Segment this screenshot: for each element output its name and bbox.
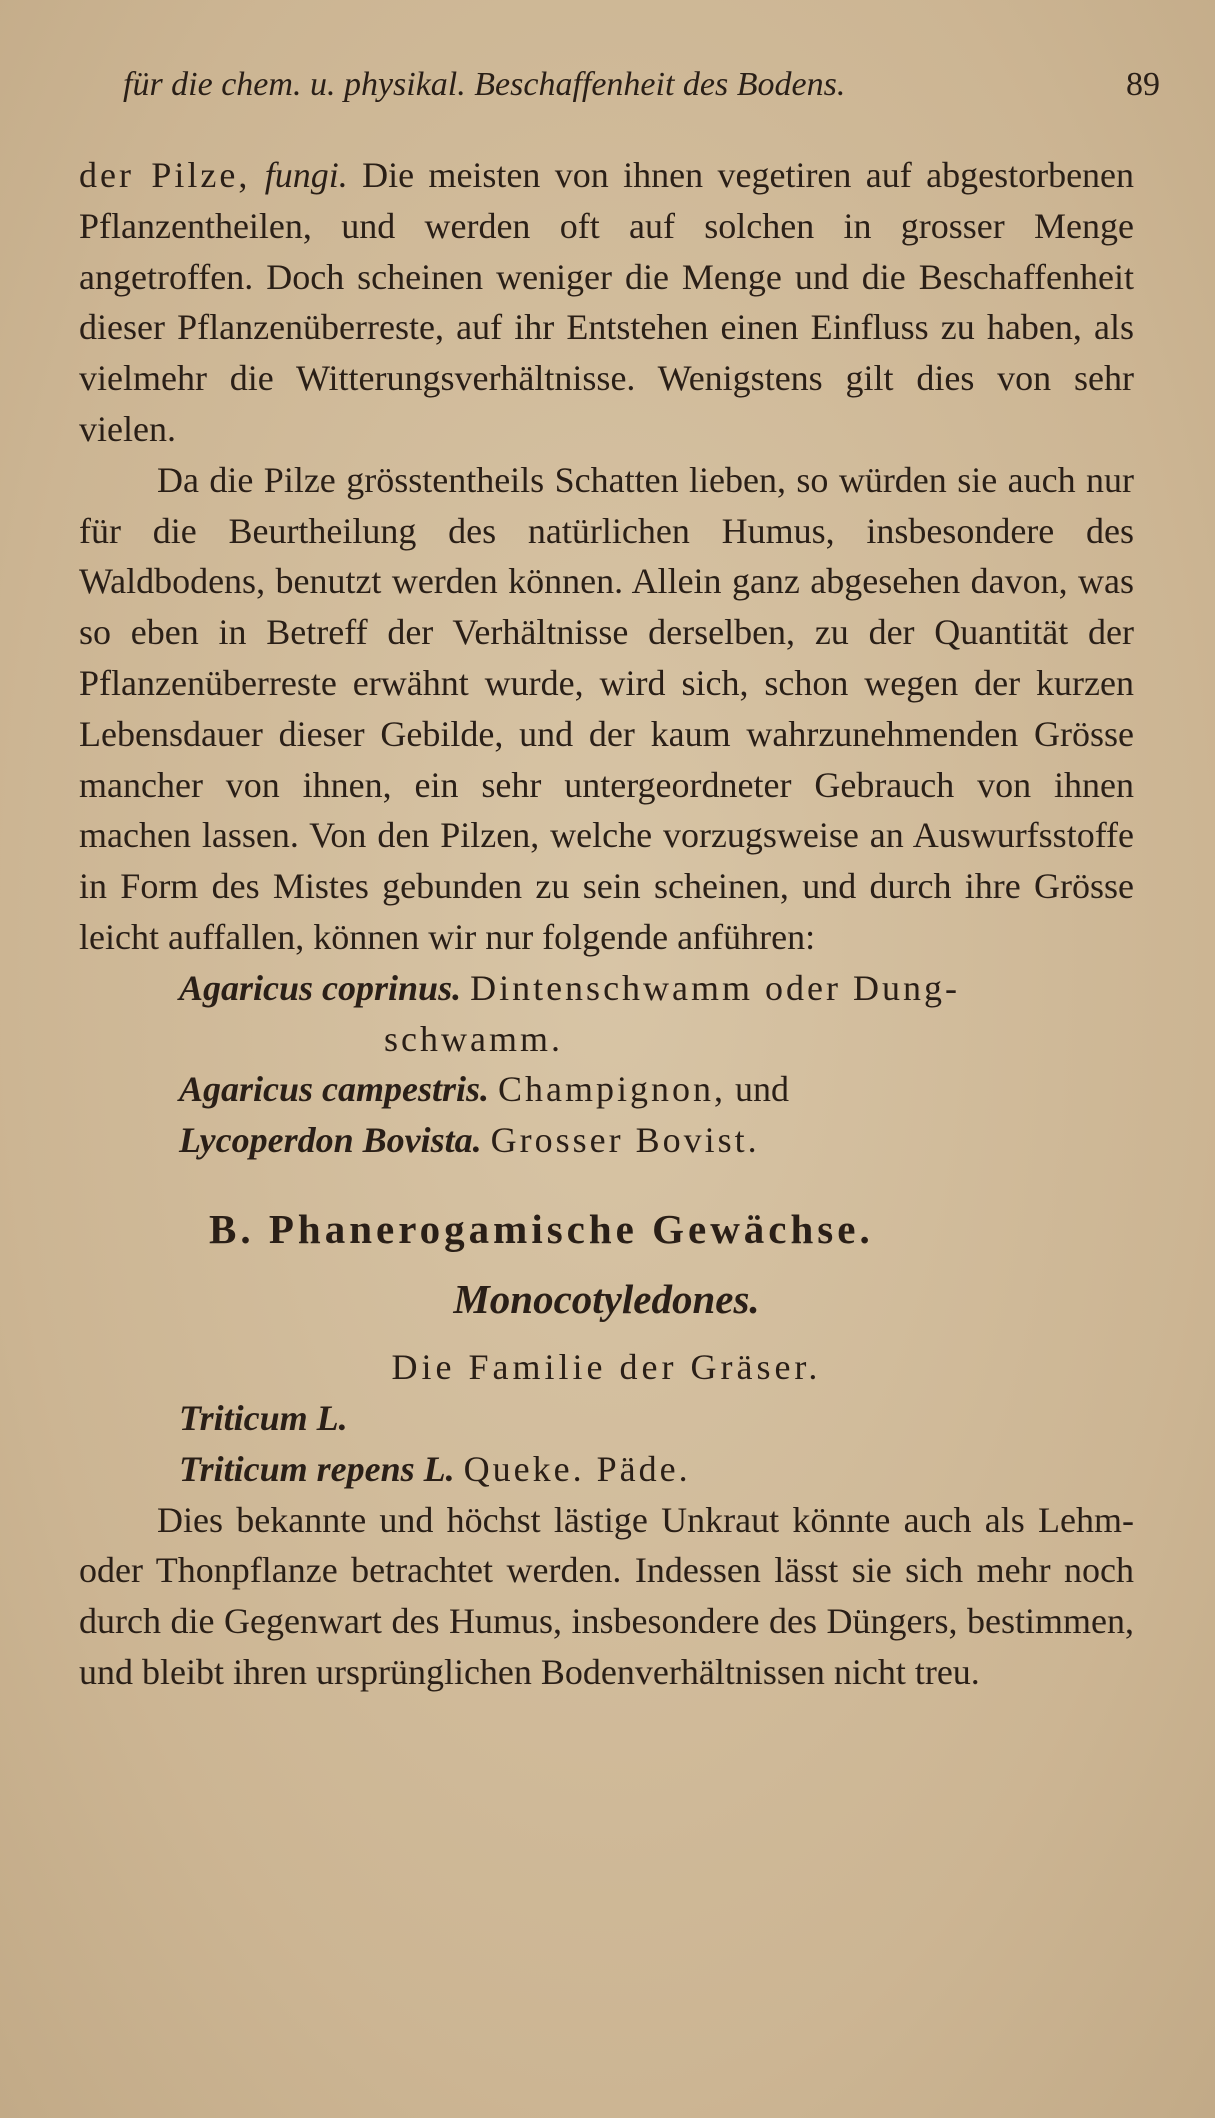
species-common-cont: schwamm.: [384, 1018, 563, 1059]
section-title: Phanerogamische Gewächse.: [268, 1205, 874, 1252]
species-entry: [179, 1115, 1134, 1166]
species-common: Dintenschwamm oder Dung-: [470, 967, 960, 1008]
section-heading: [209, 1201, 1134, 1257]
species-latin: Triticum repens L.: [179, 1448, 455, 1489]
species-tail: und: [735, 1069, 790, 1110]
latin-term: fungi.: [264, 155, 348, 195]
running-title: für die chem. u. physikal. Beschaffenheit des Bodens.: [123, 66, 846, 103]
species-common: Grosser Bovist.: [490, 1120, 760, 1161]
genus-latin: Triticum L.: [179, 1397, 348, 1438]
species-entry: [179, 1444, 1134, 1495]
paragraph-fungi-shade: Da die Pilze grösstentheils Schatten lieben, so würden sie auch nur für die Beurtheilung des natürlichen Humus, insbesondere des Waldbodens, benutzt werden können. Allein ganz abgesehen davon, was so eben in Betreff der Verhältnisse derselben, zu der Quantität der Pflanzenüberreste erwähnt wurde, wird sich, schon wegen der kurzen Lebensdauer dieser Gebilde, und der kaum wahrzunehmenden Grösse mancher von ihnen, ein sehr untergeordneter Gebrauch von ihnen machen lassen. Von den Pilzen, welche vorzugsweise an Auswurfsstoffe in Form des Mistes gebunden zu sein scheinen, und durch ihre Grösse leicht auffallen, können wir nur folgende anführen:: [79, 459, 1134, 957]
species-latin: Lycoperdon Bovista.: [179, 1120, 482, 1161]
page-number: 89: [1126, 66, 1160, 103]
species-latin: Agaricus campestris.: [179, 1069, 490, 1110]
paragraph-triticum: Dies bekannte und höchst lästige Unkraut könnte auch als Lehm- oder Thonpflanze betrachtet werden. Indessen lässt sie sich mehr noch durch die Gegenwart des Humus, insbesondere des Düngers, bestimmen, und bleibt ihren ursprünglichen Bodenverhältnissen nicht treu.: [79, 1499, 1134, 1692]
running-header: [115, 66, 1160, 116]
species-latin: Agaricus coprinus.: [179, 967, 462, 1008]
subsection-heading: Monocotyledones.: [453, 1275, 760, 1322]
paragraph-fungi-intro: [79, 150, 1134, 455]
species-entry: [179, 1064, 1134, 1115]
page-body: [79, 150, 1134, 1698]
species-common: Champignon,: [498, 1069, 727, 1110]
genus-entry: [179, 1393, 1134, 1444]
family-heading: Die Familie der Gräser.: [391, 1346, 822, 1387]
section-letter: B.: [209, 1205, 255, 1252]
paragraph-text: Die meisten von ihnen vegetiren auf abgestorbenen Pflanzentheilen, und werden oft auf solchen in grosser Menge angetroffen. Doch scheinen weniger die Menge und die Beschaffenheit dieser Pflanzenüberreste, auf ihr Entstehen einen Einfluss zu haben, als vielmehr die Witterungsverhältnisse. Wenigstens gilt dies von sehr vielen.: [79, 155, 1135, 449]
species-common: Queke. Päde.: [463, 1448, 691, 1489]
species-entry: [179, 963, 1134, 1065]
spaced-term: der Pilze,: [79, 155, 251, 195]
